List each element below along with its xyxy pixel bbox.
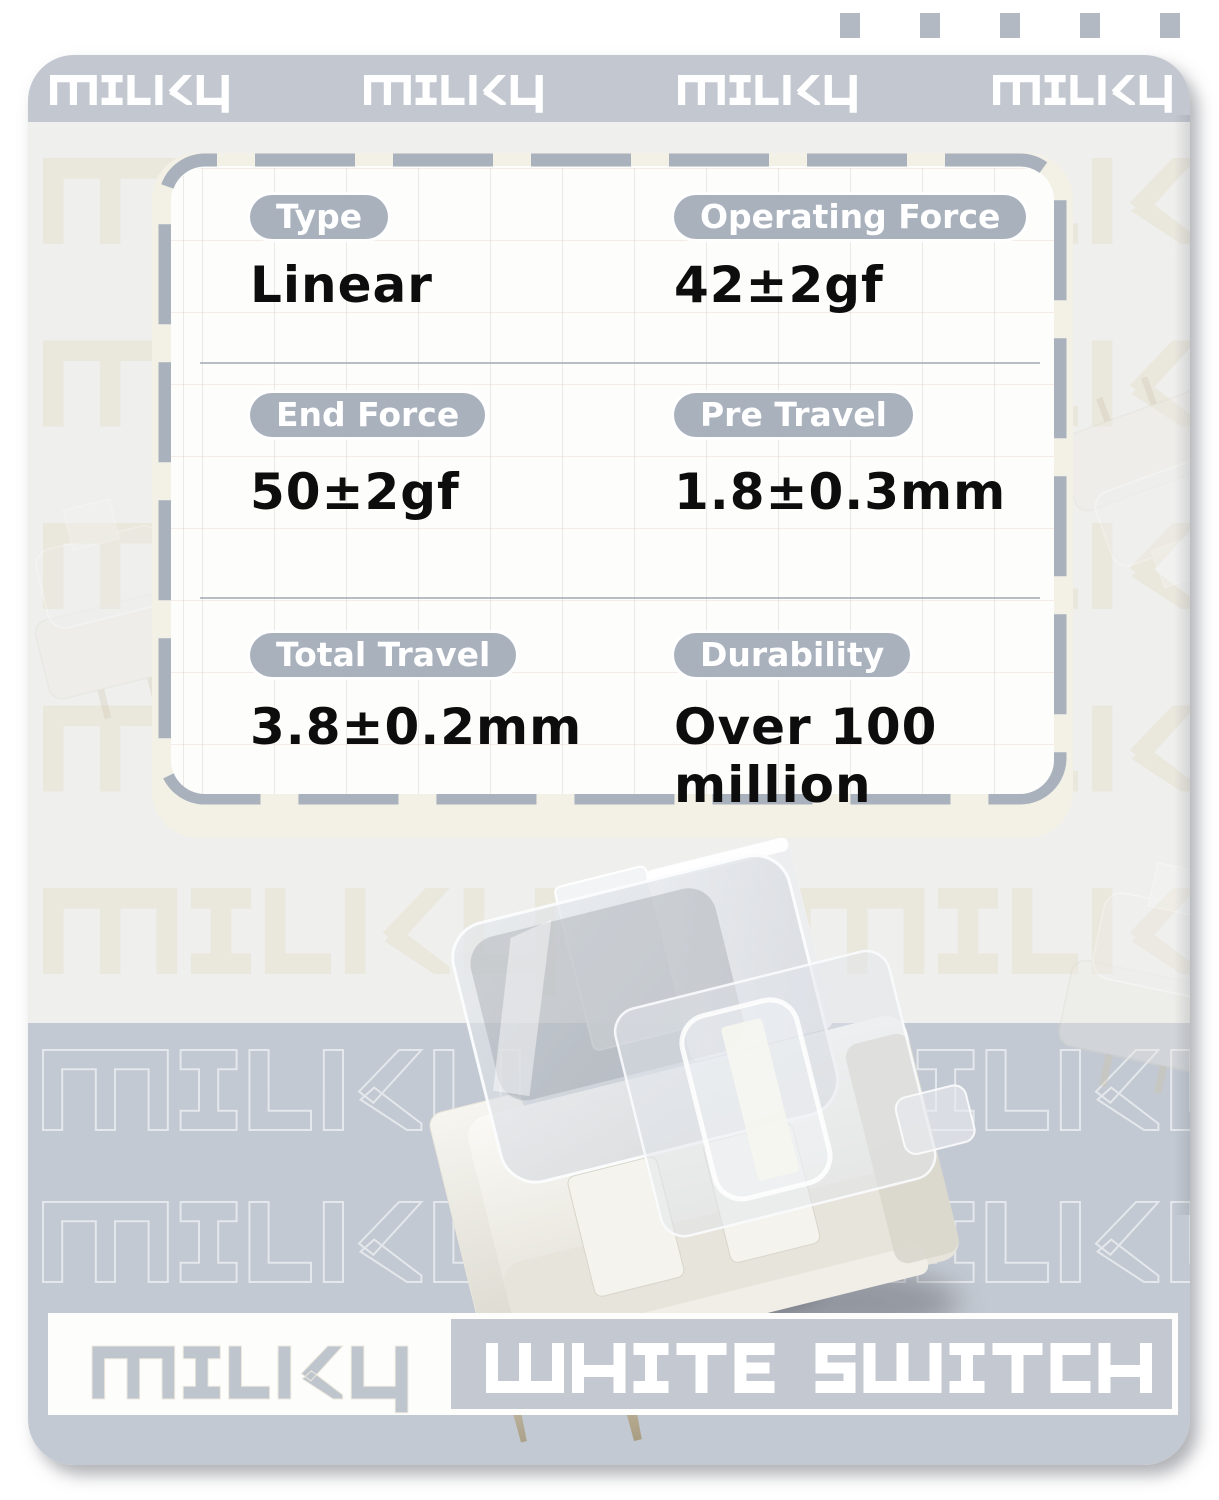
pixel-wordmark bbox=[486, 1343, 1152, 1393]
spec-label-pill-pre-travel: Pre Travel bbox=[674, 393, 913, 437]
decor-square bbox=[1000, 13, 1020, 38]
spec-value-total-travel: 3.8±0.2mm bbox=[250, 698, 583, 756]
footer-product-box bbox=[451, 1319, 1172, 1409]
spec-label-pill-total-travel: Total Travel bbox=[250, 633, 516, 677]
spec-label-pill-end-force: End Force bbox=[250, 393, 485, 437]
decor-square bbox=[840, 13, 860, 38]
pixel-wordmark bbox=[92, 1346, 408, 1413]
footer-brand-wordmark bbox=[90, 1344, 430, 1421]
spec-label-pill-operating-force: Operating Force bbox=[674, 195, 1026, 239]
footer-bar bbox=[48, 1313, 1178, 1415]
row-divider bbox=[200, 362, 1040, 364]
spec-value-operating-force: 42±2gf bbox=[674, 256, 884, 314]
decor-square bbox=[1080, 13, 1100, 38]
spec-label-pill-durability: Durability bbox=[674, 633, 910, 677]
decor-squares bbox=[840, 13, 1180, 38]
spec-label-pill-type: Type bbox=[250, 195, 388, 239]
spec-value-pre-travel: 1.8±0.3mm bbox=[674, 463, 1007, 521]
spec-card bbox=[171, 168, 1054, 814]
decor-square bbox=[1160, 13, 1180, 38]
spec-value-type: Linear bbox=[250, 256, 433, 314]
decor-square bbox=[920, 13, 940, 38]
footer-product-wordmark bbox=[484, 1341, 1164, 1414]
panel-edge-shade bbox=[1174, 115, 1190, 1215]
spec-value-end-force: 50±2gf bbox=[250, 463, 460, 521]
row-divider bbox=[200, 597, 1040, 599]
spec-value-durability: Over 100 million bbox=[674, 698, 938, 814]
